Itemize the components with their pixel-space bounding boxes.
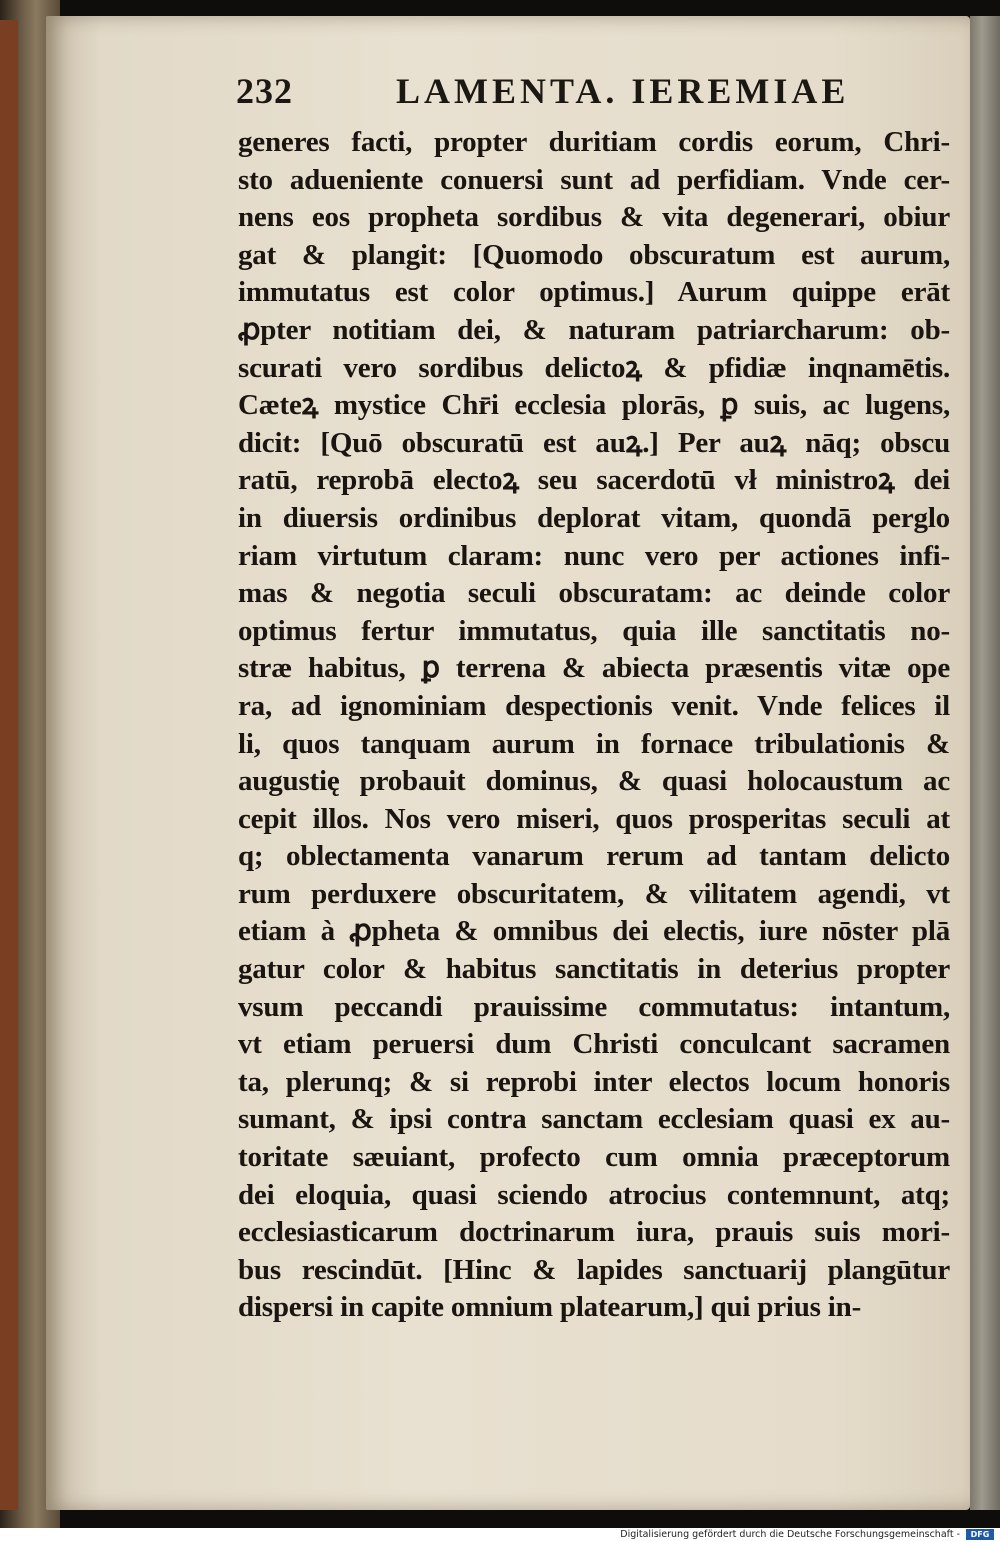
text-line: immutatus est color optimus.] Aurum quippe erāt bbox=[238, 276, 950, 309]
binding-edge bbox=[0, 20, 18, 1510]
text-line: etiam à ꝓpheta & omnibus dei electis, iure nōster plā bbox=[238, 915, 950, 948]
page-number: 232 bbox=[236, 71, 293, 111]
text-line: q; oblectamenta vanarum rerum ad tantam delicto bbox=[238, 840, 950, 873]
text-line: bus rescindūt. [Hinc & lapides sanctuarij plangūtur bbox=[238, 1253, 950, 1286]
text-line: ꝓpter notitiam dei, & naturam patriarcharum: ob- bbox=[238, 313, 950, 346]
text-line: dicit: [Quō obscuratū est auꝝ.] Per auꝝ nāq; obscu bbox=[238, 426, 950, 459]
text-line: gat & plangit: [Quomodo obscuratum est aurum, bbox=[238, 238, 950, 271]
text-line: ta, plerunq; & si reprobi inter electos locum honoris bbox=[238, 1065, 950, 1098]
text-line: ra, ad ignominiam despectionis venit. Vnde felices il bbox=[238, 689, 950, 722]
text-line: in diuersis ordinibus deplorat vitam, quondā perglo bbox=[238, 501, 950, 534]
digitization-credit: Digitalisierung gefördert durch die Deutsche Forschungsgemeinschaft - bbox=[620, 1529, 960, 1540]
text-line: dei eloquia, quasi sciendo atrocius contemnunt, atq; bbox=[238, 1178, 950, 1211]
footer bbox=[0, 1528, 1000, 1541]
text-line: generes facti, propter duritiam cordis eorum, Chri- bbox=[238, 126, 950, 158]
text-line: sto aduenientе conuersi sunt ad perfidiam. Vnde cer- bbox=[238, 163, 950, 196]
page-stack-edge bbox=[970, 16, 1000, 1510]
page-header bbox=[236, 70, 876, 110]
text-line: ecclesiasticarum doctrinarum iura, prauis suis mori- bbox=[238, 1216, 950, 1249]
text-line: optimus fertur immutatus, quia ille sanctitatis no- bbox=[238, 614, 950, 647]
running-head: LAMENTA. IEREMIAE bbox=[396, 71, 850, 111]
text-line: ratū, reprobā electoꝝ seu sacerdotū vł ministroꝝ dei bbox=[238, 464, 950, 497]
text-line: augustię probauit dominus, & quasi holocaustum ac bbox=[238, 765, 950, 798]
text-line: cepit illos. Nos vero miseri, quos prosperitas seculi at bbox=[238, 802, 950, 835]
text-line: sumant, & ipsi contra sanctam ecclesiam quasi ex au- bbox=[238, 1103, 950, 1136]
text-line: rum perduxere obscuritatem, & vilitatem agendi, vt bbox=[238, 877, 950, 910]
text-line: stræ habitus, ꝑ terrena & abiecta præsentis vitæ ope bbox=[238, 652, 950, 685]
text-line: li, quos tanquam aurum in fornace tribulationis & bbox=[238, 727, 950, 760]
body-text bbox=[238, 124, 950, 1327]
text-line: toritate sæuiant, profecto cum omnia præceptorum bbox=[238, 1141, 950, 1174]
text-line: vt etiam peruersi dum Christi conculcant sacramen bbox=[238, 1028, 950, 1061]
text-line: dispersi in capite omnium platearum,] qui prius in- bbox=[238, 1291, 862, 1324]
text-line: mas & negotia seculi obscuratam: ac deinde color bbox=[238, 577, 950, 610]
text-line: scurati vero sordibus delictoꝝ & pfidiæ inqnamētis. bbox=[238, 351, 950, 384]
text-line: vsum peccandi prauissime commutatus: intantum, bbox=[238, 990, 950, 1023]
dfg-logo: DFG bbox=[966, 1529, 994, 1540]
text-line: nens eos propheta sordibus & vita degenerari, obiur bbox=[238, 201, 950, 234]
text-line: riam virtutum claram: nunc vero per actiones infi- bbox=[238, 539, 950, 572]
text-line: Cæteꝝ mystice Chr̄i ecclesia plorās, ꝑ suis, ac lugens, bbox=[238, 389, 950, 422]
text-line: gatur color & habitus sanctitatis in deterius propter bbox=[238, 953, 950, 986]
